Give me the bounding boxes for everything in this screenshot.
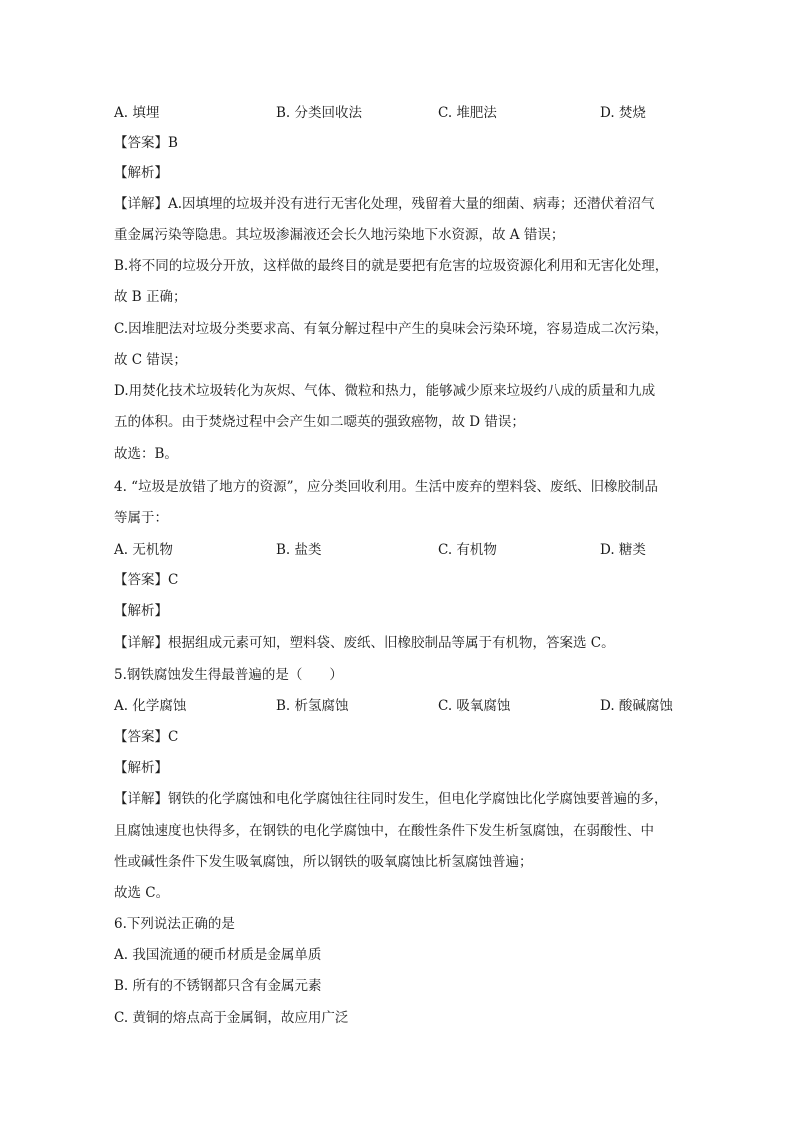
q5-option-d: D. 酸碱腐蚀 bbox=[600, 698, 673, 714]
q4-stem: 4. “垃圾是放错了地方的资源”，应分类回收利用。生活中废弃的塑料袋、废纸、旧橡胶制品 bbox=[114, 479, 658, 495]
q3-detail-line: D.用焚化技术垃圾转化为灰烬、气体、微粒和热力，能够减少原来垃圾约八成的质量和九成 bbox=[114, 383, 656, 399]
q5-stem: 5.钢铁腐蚀发生得最普遍的是（ ） bbox=[114, 667, 343, 683]
q6-option-c: C. 黄铜的熔点高于金属铜，故应用广泛 bbox=[114, 1010, 349, 1026]
q3-option-b: B. 分类回收法 bbox=[276, 105, 363, 121]
q3-answer: 【答案】B bbox=[114, 135, 178, 151]
q3-option-c: C. 堆肥法 bbox=[438, 105, 497, 121]
q3-detail-line: 重金属污染等隐患。其垃圾渗漏液还会长久地污染地下水资源，故 A 错误； bbox=[114, 227, 565, 243]
q3-detail-line: B.将不同的垃圾分开放，这样做的最终目的就是要把有危害的垃圾资源化利用和无害化处理， bbox=[114, 258, 669, 274]
q5-detail-line: 性或碱性条件下发生吸氧腐蚀，所以钢铁的吸氧腐蚀比析氢腐蚀普遍； bbox=[114, 854, 533, 870]
q5-detail-line: 且腐蚀速度也快得多，在钢铁的电化学腐蚀中，在酸性条件下发生析氢腐蚀，在弱酸性、中 bbox=[114, 823, 654, 839]
q4-answer: 【答案】C bbox=[114, 572, 179, 588]
q3-detail-line: C.因堆肥法对垃圾分类要求高、有氧分解过程中产生的臭味会污染环境，容易造成二次污染， bbox=[114, 321, 669, 337]
q5-answer: 【答案】C bbox=[114, 729, 179, 745]
q5-analysis-label: 【解析】 bbox=[114, 760, 168, 776]
q5-option-a: A. 化学腐蚀 bbox=[114, 698, 187, 714]
q6-option-a: A. 我国流通的硬币材质是金属单质 bbox=[114, 947, 322, 963]
q4-detail-line: 【详解】根据组成元素可知，塑料袋、废纸、旧橡胶制品等属于有机物，答案选 C。 bbox=[114, 635, 615, 651]
q3-detail-line: 【详解】A.因填埋的垃圾并没有进行无害化处理，残留着大量的细菌、病毒；还潜伏着沼气 bbox=[114, 196, 655, 212]
q5-option-b: B. 析氢腐蚀 bbox=[276, 698, 349, 714]
q5-conclusion: 故选 C。 bbox=[114, 885, 170, 901]
q4-option-c: C. 有机物 bbox=[438, 542, 497, 558]
q4-stem-cont: 等属于： bbox=[114, 510, 168, 526]
q3-analysis-label: 【解析】 bbox=[114, 165, 168, 181]
q3-detail-line: 五的体积。由于焚烧过程中会产生如二噁英的强致癌物，故 D 错误； bbox=[114, 414, 525, 430]
q6-option-b: B. 所有的不锈钢都只含有金属元素 bbox=[114, 978, 322, 994]
q4-option-d: D. 糖类 bbox=[600, 542, 646, 558]
q5-option-c: C. 吸氧腐蚀 bbox=[438, 698, 511, 714]
q3-option-a: A. 填埋 bbox=[114, 105, 160, 121]
q3-option-d: D. 焚烧 bbox=[600, 105, 646, 121]
q4-option-a: A. 无机物 bbox=[114, 542, 173, 558]
q3-detail-line: 故 B 正确； bbox=[114, 289, 187, 305]
q4-analysis-label: 【解析】 bbox=[114, 603, 168, 619]
q3-conclusion: 故选：B。 bbox=[114, 446, 178, 462]
q5-detail-line: 【详解】钢铁的化学腐蚀和电化学腐蚀往往同时发生，但电化学腐蚀比化学腐蚀要普遍的多， bbox=[114, 791, 668, 807]
q6-stem: 6.下列说法正确的是 bbox=[114, 916, 235, 932]
q4-option-b: B. 盐类 bbox=[276, 542, 322, 558]
q3-detail-line: 故 C 错误； bbox=[114, 352, 187, 368]
